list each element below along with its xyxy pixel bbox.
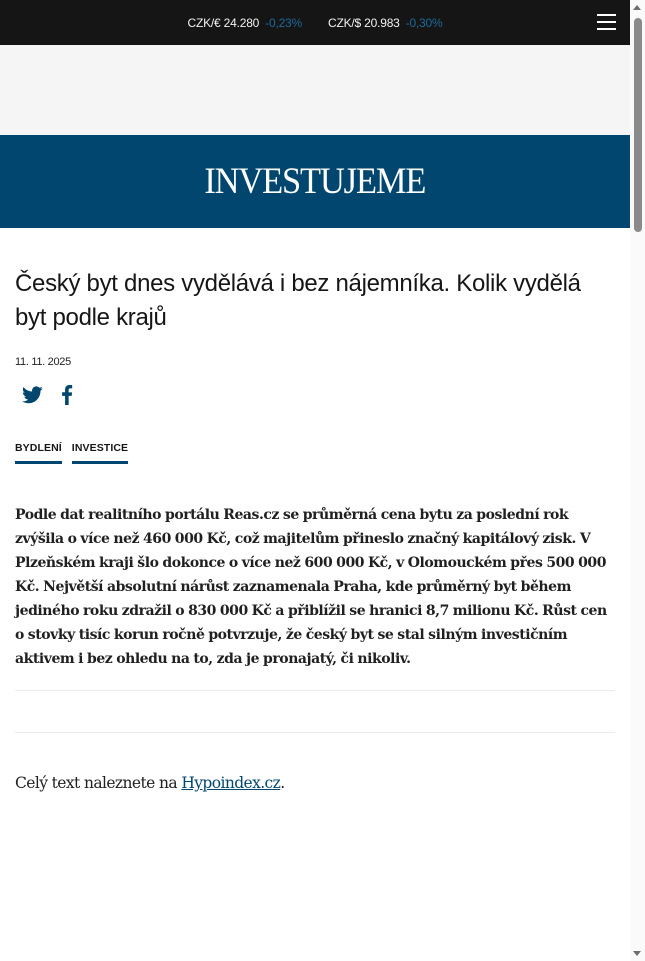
social-share xyxy=(15,383,615,407)
source-suffix: . xyxy=(280,774,285,792)
ticker-item-eur xyxy=(188,16,302,30)
ticker-rate: CZK/$ 20.983 xyxy=(328,15,400,30)
ticker-item-usd xyxy=(328,16,442,30)
scroll-thumb[interactable] xyxy=(634,18,642,232)
source-note xyxy=(15,774,615,792)
scroll-down-arrow-icon[interactable] xyxy=(633,951,641,956)
scroll-up-arrow-icon[interactable] xyxy=(633,5,641,10)
article-tags xyxy=(15,442,615,464)
currency-ticker xyxy=(188,16,443,30)
tag-bydleni[interactable]: BYDLENÍ xyxy=(15,442,62,464)
ad-space xyxy=(0,45,630,135)
article-date: 11. 11. 2025 xyxy=(15,356,71,368)
article-title: Český byt dnes vydělává i bez nájemníka. Kolik vydělá byt podle krajů xyxy=(15,270,581,331)
article-lead: Podle dat realitního portálu Reas.cz se průměrná cena bytu za poslední rok zvýšila o více než 460 000 Kč, což majitelům přineslo značný kapitálový zisk. V Plzeňském kraji šlo dokonce o více než 600 000 Kč, v Olomouckém přes 500 000 Kč. Největší absolutní nárůst zaznamenala Praha, kde průměrný byt během jediného roku zdražil o 830 000 Kč a přiblížil se hranici 8,7 milionu Kč. Růst cen o stovky tisíc korun ročně potvrzuje, že český byt se stal silným investičním aktivem i bez ohledu na to, zda je pronajatý, či nikoliv. xyxy=(15,507,607,667)
ticker-rate: CZK/€ 24.280 xyxy=(187,15,260,30)
currency-ticker-bar xyxy=(0,0,630,45)
twitter-icon[interactable] xyxy=(22,386,43,404)
article xyxy=(0,267,630,792)
facebook-icon[interactable] xyxy=(61,385,73,405)
vertical-scrollbar[interactable] xyxy=(630,0,645,961)
source-prefix: Celý text naleznete na xyxy=(15,774,182,792)
brand-banner xyxy=(0,135,630,228)
ticker-change: -0,23% xyxy=(265,15,302,30)
divider xyxy=(15,732,615,733)
divider xyxy=(15,690,615,691)
tag-investice[interactable]: INVESTICE xyxy=(72,442,128,464)
source-link[interactable]: Hypoindex.cz xyxy=(181,774,281,792)
hamburger-menu-icon[interactable] xyxy=(597,14,616,30)
ticker-change: -0,30% xyxy=(405,15,443,30)
site-logo[interactable]: INVESTUJEME xyxy=(204,161,426,202)
